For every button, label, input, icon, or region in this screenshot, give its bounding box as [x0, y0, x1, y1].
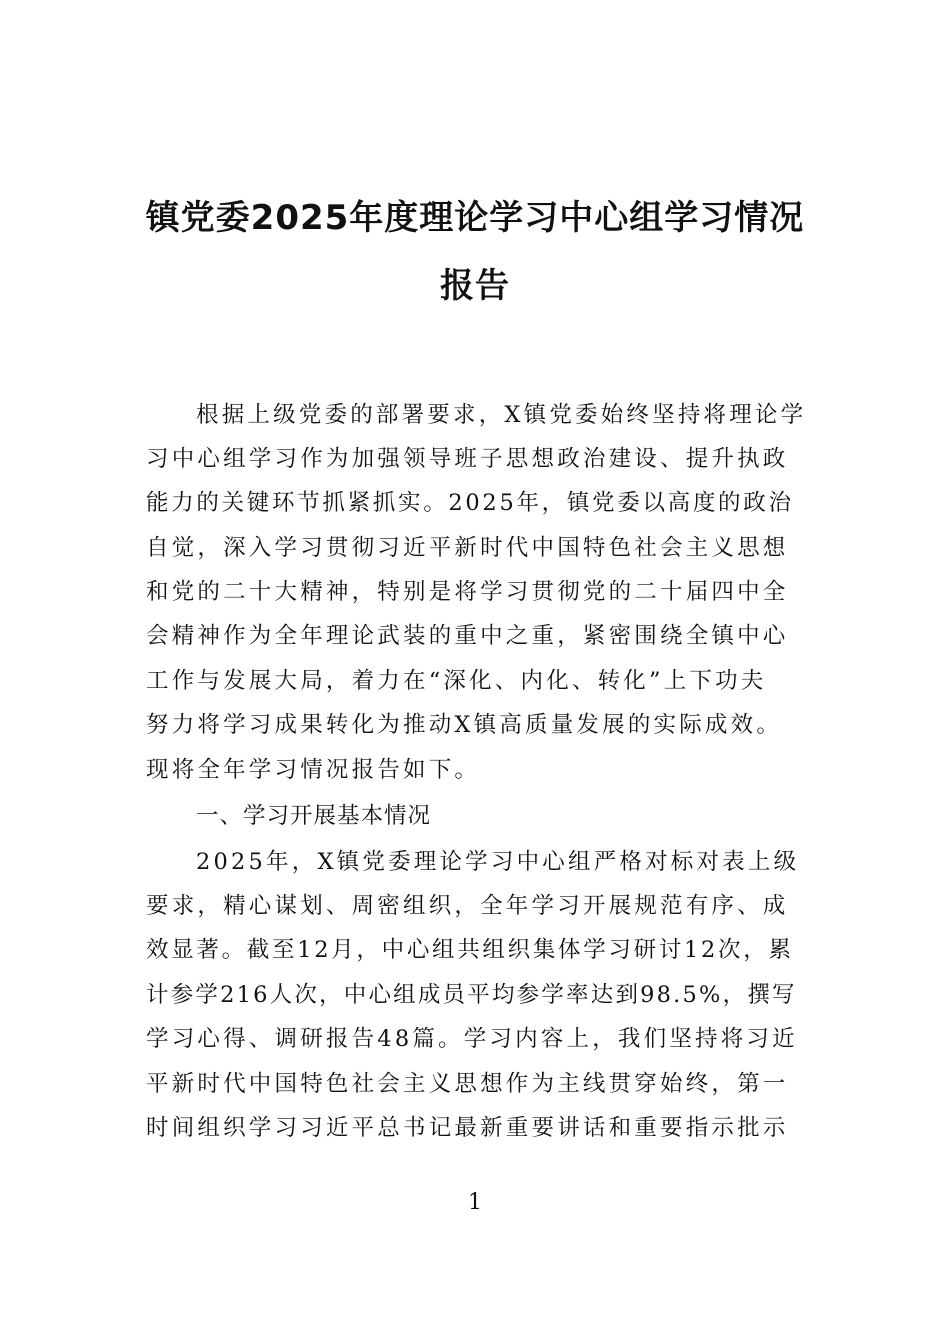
paragraph-2-line-5: 学习心得、调研报告48篇。学习内容上，我们坚持将习近 [146, 1026, 798, 1052]
document-title-line-2: 报告 [440, 266, 510, 306]
paragraph-2-line-3: 效显著。截至12月，中心组共组织集体学习研讨12次，累 [146, 937, 794, 963]
paragraph-1-line-4: 自觉，深入学习贯彻习近平新时代中国特色社会主义思想 [146, 535, 789, 561]
paragraph-2-line-6: 平新时代中国特色社会主义思想作为主线贯穿始终，第一 [146, 1071, 789, 1097]
section-1-heading: 一、学习开展基本情况 [196, 803, 432, 829]
paragraph-1-line-1: 根据上级党委的部署要求，X镇党委始终坚持将理论学 [196, 402, 807, 428]
paragraph-1-line-2: 习中心组学习作为加强领导班子思想政治建设、提升执政 [146, 446, 789, 472]
paragraph-1-line-5: 和党的二十大精神，特别是将学习贯彻党的二十届四中全 [146, 579, 789, 605]
paragraph-1-line-3: 能力的关键环节抓紧抓实。2025年，镇党委以高度的政治 [146, 490, 794, 516]
paragraph-1-line-8: 努力将学习成果转化为推动X镇高质量发展的实际成效。 [146, 712, 783, 738]
paragraph-2-line-4: 计参学216人次，中心组成员平均参学率达到98.5%，撰写 [146, 982, 797, 1008]
paragraph-2-line-1: 2025年，X镇党委理论学习中心组严格对标对表上级 [196, 849, 800, 875]
paragraph-2-line-7: 时间组织学习习近平总书记最新重要讲话和重要指示批示 [146, 1115, 789, 1141]
paragraph-1-line-9: 现将全年学习情况报告如下。 [146, 757, 481, 783]
page-number: 1 [468, 1190, 482, 1215]
paragraph-1-line-6: 会精神作为全年理论武装的重中之重，紧密围绕全镇中心 [146, 623, 789, 649]
paragraph-2-line-2: 要求，精心谋划、周密组织，全年学习开展规范有序、成 [146, 893, 789, 919]
document-title-line-1: 镇党委2025年度理论学习中心组学习情况 [145, 198, 805, 238]
paragraph-1-line-7: 工作与发展大局，着力在“深化、内化、转化”上下功夫 [146, 668, 767, 694]
